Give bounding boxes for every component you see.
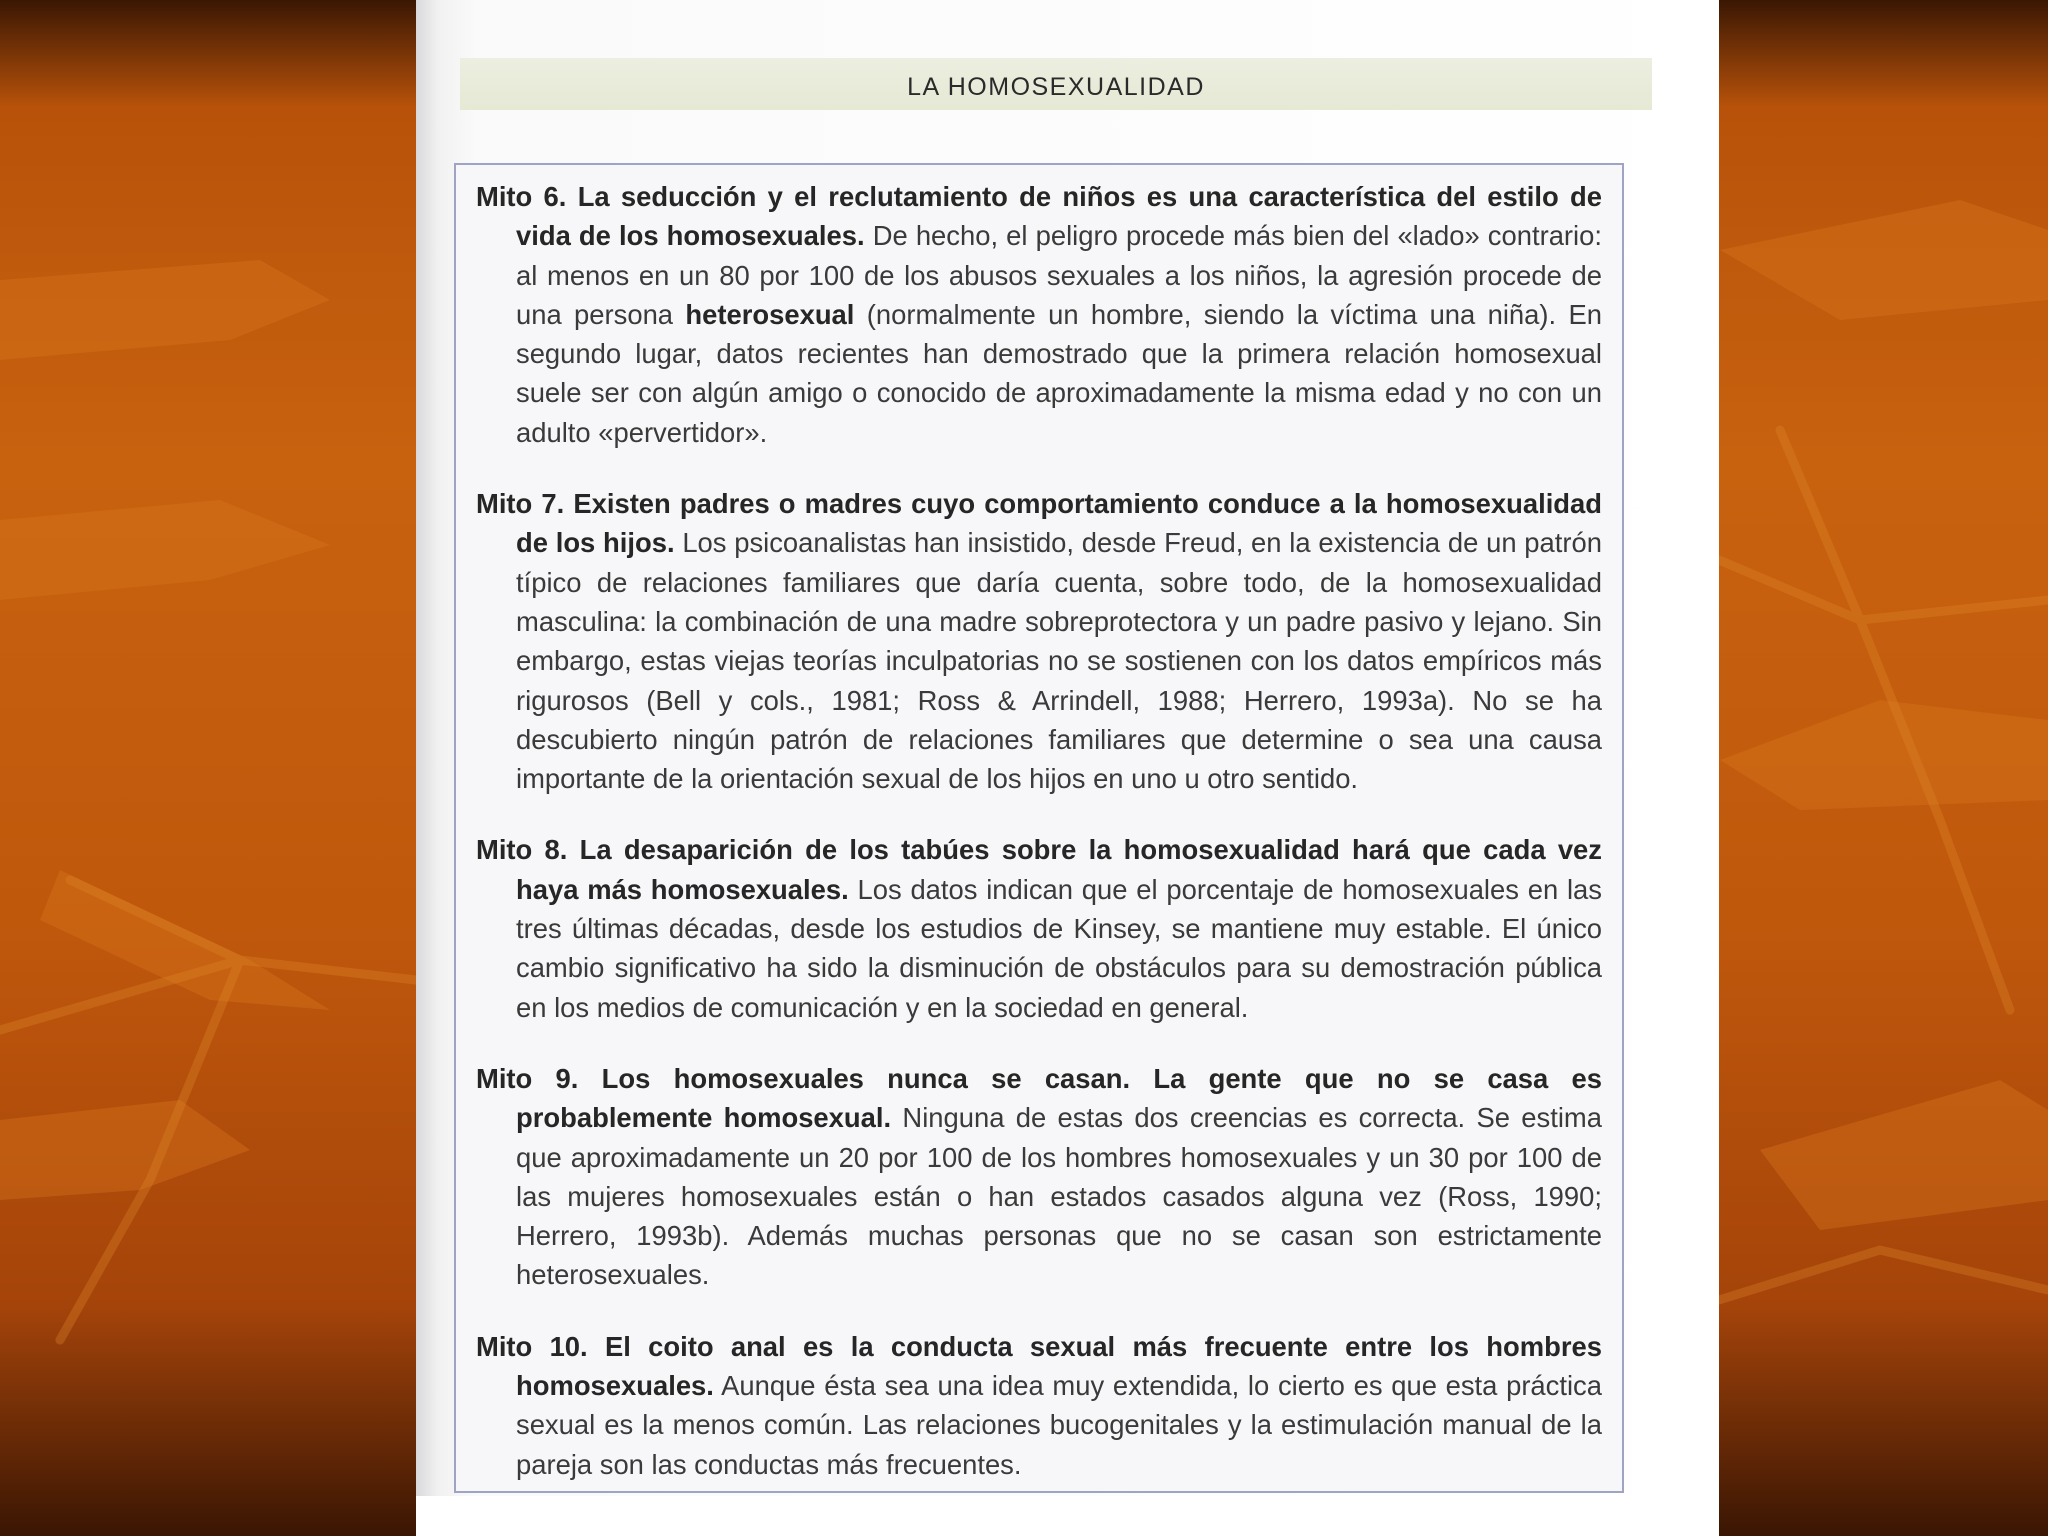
- myth-item: [476, 1059, 1602, 1295]
- myth-item: [476, 830, 1602, 1026]
- myth-label: Mito 9.: [476, 1062, 579, 1094]
- book-page: [416, 0, 1719, 1536]
- page-bottom-edge: [416, 1496, 1719, 1536]
- myth-body-continued: (normalmente un hombre, siendo la víctima una niña). En segundo lugar, datos recientes han demostrado que la primera relación homosexual suele ser con algún amigo o conocido de aproximadamente la misma edad y no con un adulto «pervertidor».: [516, 298, 1602, 448]
- myths-box: [454, 163, 1624, 1493]
- myth-body: Los psicoanalistas han insistido, desde Freud, en la existencia de un patrón típico de relaciones familiares que daría cuenta, sobre todo, de la homosexualidad masculina: la combinación de una madre sobreprotectora y un padre pasivo y lejano. Sin embargo, estas viejas teorías inculpatorias no se sostienen con los datos empíricos más rigurosos (Bell y cols., 1981; Ross & Arrindell, 1988; Herrero, 1993a). No se ha descubierto ningún patrón de relaciones familiares que determine o sea una causa importante de la orientación sexual de los hijos en uno u otro sentido.: [516, 527, 1602, 795]
- myth-title: La desaparición de los tabúes sobre la homosexualidad hará que cada vez haya más homosexuales.: [516, 834, 1602, 905]
- myth-item: [476, 484, 1602, 798]
- running-header: [460, 58, 1652, 110]
- myth-title: Los homosexuales nunca se casan. La gente que no se casa es probablemente homosexual.: [516, 1062, 1602, 1134]
- myth-body: Ninguna de estas dos creencias es correcta. Se estima que aproximadamente un 20 por 100 de los hombres homosexuales y un 30 por 100 de las mujeres homosexuales están o han estados casados alguna vez (Ross, 1990; Herrero, 1993b). Además muchas personas que no se casan son estrictamente heterosexuales.: [516, 1102, 1602, 1291]
- myth-title: La seducción y el reclutamiento de niños es una característica del estilo de vida de los homosexuales.: [516, 181, 1602, 252]
- myth-label: Mito 7.: [476, 488, 565, 520]
- myth-body: De hecho, el peligro procede más bien del «lado» contrario: al menos en un 80 por 100 de los abusos sexuales a los niños, la agresión procede de una persona: [516, 220, 1602, 330]
- myth-label: Mito 10.: [476, 1330, 588, 1362]
- myth-label: Mito 8.: [476, 834, 568, 866]
- myth-title: Existen padres o madres cuyo comportamiento conduce a la homosexualidad de los hijos.: [516, 488, 1603, 559]
- running-header-title: LA HOMOSEXUALIDAD: [907, 72, 1205, 101]
- myth-emphasis: heterosexual: [685, 298, 855, 330]
- myth-item: [476, 1327, 1602, 1484]
- myth-body: Aunque ésta sea una idea muy extendida, lo cierto es que esta práctica sexual es la menos común. Las relaciones bucogenitales y la estimulación manual de la pareja son las conductas más frecuentes.: [516, 1370, 1602, 1480]
- myth-title: El coito anal es la conducta sexual más frecuente entre los hombres homosexuales.: [516, 1330, 1602, 1402]
- myth-body: Los datos indican que el porcentaje de homosexuales en las tres últimas décadas, desde los estudios de Kinsey, se mantiene muy estable. El único cambio significativo ha sido la disminución de obstáculos para su demostración pública en los medios de comunicación y en la sociedad en general.: [516, 873, 1602, 1023]
- myth-label: Mito 6.: [476, 181, 567, 212]
- myth-item: [476, 177, 1602, 452]
